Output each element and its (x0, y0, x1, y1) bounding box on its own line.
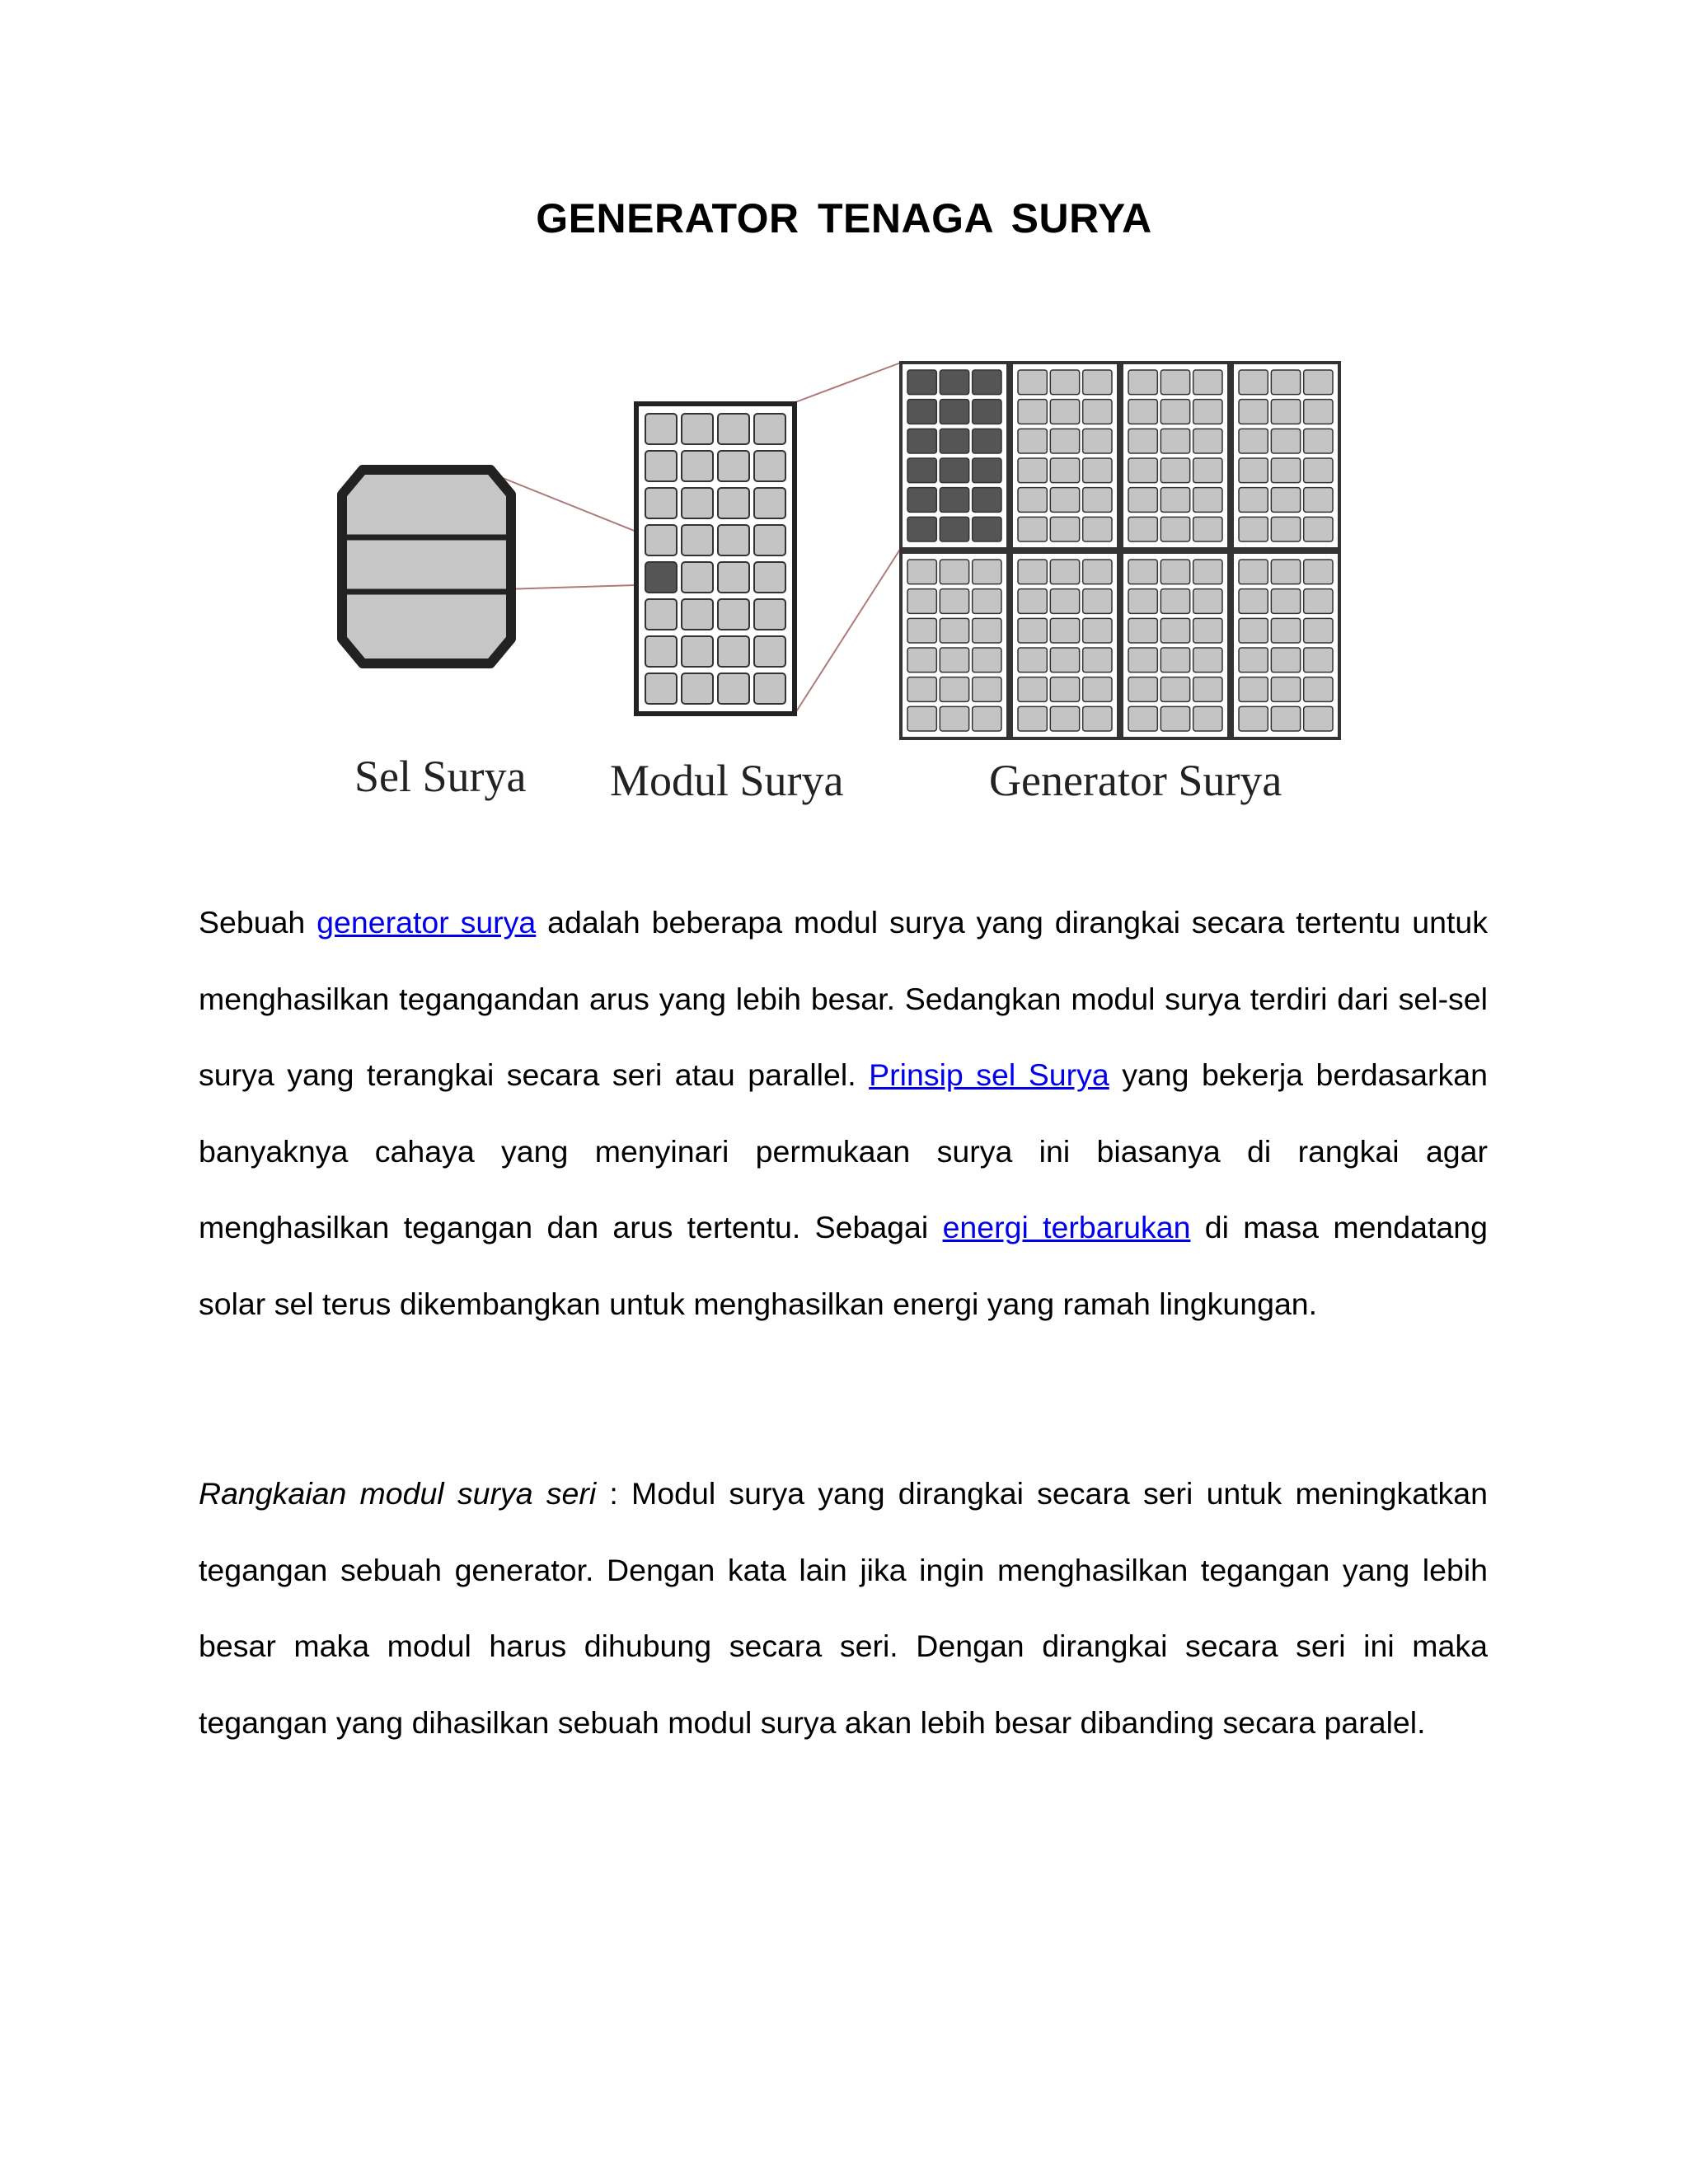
generator-cell (1128, 560, 1157, 584)
paragraph-intro-text-4: di masa mendatang solar sel terus dikembangkan untuk menghasilkan energi yang ramah lingkungan. (199, 1210, 1488, 1321)
module-cell (645, 636, 677, 667)
module-cell (645, 673, 677, 704)
module-cell (645, 599, 677, 630)
module-cell (754, 562, 785, 593)
generator-cell (1304, 458, 1333, 483)
generator-cell (940, 458, 968, 483)
paragraph-series-term: Rangkaian modul surya seri (199, 1476, 597, 1511)
generator-cell (940, 648, 968, 673)
generator-cell (940, 560, 968, 584)
generator-cell (1050, 517, 1079, 541)
connector-module-generator-bottom (795, 548, 901, 713)
module-cell (718, 525, 749, 555)
generator-cell (1160, 488, 1189, 513)
generator-cell (1018, 429, 1047, 453)
module-cell (718, 636, 749, 667)
generator-cell (1128, 648, 1157, 673)
generator-cell (1271, 618, 1300, 643)
generator-cell (1018, 400, 1047, 424)
module-cell (645, 451, 677, 481)
module-cell (645, 488, 677, 518)
generator-cell (940, 677, 968, 702)
generator-cell (1128, 488, 1157, 513)
generator-cell (1271, 560, 1300, 584)
generator-cell (1018, 458, 1047, 483)
solar-diagram (330, 346, 1360, 841)
module-cell (754, 488, 785, 518)
generator-cell (973, 517, 1001, 541)
module-cell (682, 673, 713, 704)
generator-cell (940, 517, 968, 541)
generator-cell (1050, 706, 1079, 731)
generator-cell (1160, 589, 1189, 614)
generator-cell (1239, 370, 1268, 395)
generator-cell (907, 458, 936, 483)
generator-cell (907, 618, 936, 643)
generator-cell (1128, 458, 1157, 483)
generator-cell (973, 560, 1001, 584)
generator-cell (1271, 429, 1300, 453)
generator-cell (1160, 370, 1189, 395)
module-cell (754, 525, 785, 555)
generator-cell (1083, 458, 1112, 483)
generator-cell (1018, 517, 1047, 541)
generator-cell (940, 589, 968, 614)
module-cell (682, 525, 713, 555)
generator-cell (1193, 400, 1222, 424)
link-generator-surya[interactable]: generator surya (316, 905, 537, 940)
generator-cell (1018, 706, 1047, 731)
generator-cell (973, 458, 1001, 483)
generator-cell (907, 589, 936, 614)
generator-cell (1304, 560, 1333, 584)
generator-cell (940, 618, 968, 643)
generator-cell (907, 648, 936, 673)
connector-cell-module-bottom (503, 585, 636, 589)
generator-cell (1193, 677, 1222, 702)
generator-cell (1160, 458, 1189, 483)
generator-cell (1128, 429, 1157, 453)
module-cell (682, 599, 713, 630)
generator-cell (907, 370, 936, 395)
generator-cell (1304, 706, 1333, 731)
generator-cell (1018, 648, 1047, 673)
module-cell (718, 414, 749, 444)
generator-cell (1193, 648, 1222, 673)
generator-cell (1271, 517, 1300, 541)
generator-cell (1239, 517, 1268, 541)
generator-cell (907, 429, 936, 453)
generator-cell (940, 370, 968, 395)
generator-cell (1128, 677, 1157, 702)
generator-cell (1160, 560, 1189, 584)
generator-cell (940, 706, 968, 731)
generator-cell (907, 706, 936, 731)
page-title: GENERATOR TENAGA SURYA (536, 195, 1152, 241)
generator-cell (1271, 677, 1300, 702)
generator-cell (1160, 706, 1189, 731)
generator-cell (1160, 677, 1189, 702)
generator-cell (1128, 706, 1157, 731)
generator-cell (1193, 706, 1222, 731)
generator-cell (1083, 706, 1112, 731)
module-cell (645, 414, 677, 444)
generator-cell (1018, 589, 1047, 614)
generator-cell (907, 560, 936, 584)
generator-cell (1128, 400, 1157, 424)
generator-cell (1304, 677, 1333, 702)
generator-cell (1160, 400, 1189, 424)
label-solar-generator: Generator Surya (989, 756, 1282, 805)
generator-cell (1271, 706, 1300, 731)
generator-cell (1160, 429, 1189, 453)
module-cell (754, 673, 785, 704)
module-cell (682, 414, 713, 444)
generator-cell (1193, 458, 1222, 483)
generator-cell (907, 517, 936, 541)
module-cell (754, 414, 785, 444)
generator-cell (1193, 429, 1222, 453)
generator-cell (1304, 589, 1333, 614)
generator-cell (1193, 370, 1222, 395)
generator-cell (1239, 589, 1268, 614)
link-energi-terbarukan[interactable]: energi terbarukan (942, 1210, 1191, 1244)
module-cell (682, 636, 713, 667)
generator-cell (1050, 677, 1079, 702)
generator-cell (1304, 370, 1333, 395)
generator-cell (1239, 560, 1268, 584)
generator-cell (1083, 370, 1112, 395)
generator-cell (1128, 370, 1157, 395)
solar-module (636, 404, 795, 714)
generator-cell (1239, 400, 1268, 424)
generator-cell (1160, 618, 1189, 643)
generator-cell (1271, 648, 1300, 673)
generator-cell (1083, 488, 1112, 513)
generator-cell (1050, 488, 1079, 513)
generator-cell (1050, 429, 1079, 453)
generator-cell (973, 706, 1001, 731)
generator-cell (1193, 618, 1222, 643)
generator-cell (1128, 589, 1157, 614)
generator-cell (907, 400, 936, 424)
solar-cell (342, 470, 511, 663)
generator-cell (907, 488, 936, 513)
module-cell (754, 451, 785, 481)
generator-cell (1271, 458, 1300, 483)
generator-cell (1193, 488, 1222, 513)
module-cell (645, 525, 677, 555)
paragraph-intro (199, 884, 1488, 1342)
generator-cell (1018, 618, 1047, 643)
generator-cell (1128, 517, 1157, 541)
generator-cell (1239, 648, 1268, 673)
paragraph-intro-text-2: adalah beberapa modul surya yang dirangkai secara tertentu untuk menghasilkan tegangandan arus yang lebih besar. Sedangkan modul surya terdiri dari sel-sel surya yang terangkai secara seri atau parallel. (199, 905, 1488, 1092)
generator-cell (973, 677, 1001, 702)
paragraph-series-text: : Modul surya yang dirangkai secara seri untuk meningkatkan tegangan sebuah generator. Dengan kata lain jika ingin menghasilkan tegangan yang lebih besar maka modul harus dihubung secara seri. Dengan dirangkai secara seri ini maka tegangan yang dihasilkan sebuah modul surya akan lebih besar dibanding secara paralel. (199, 1476, 1488, 1740)
generator-cell (1239, 618, 1268, 643)
generator-cell (1193, 560, 1222, 584)
generator-cell (1083, 400, 1112, 424)
solar-cell-body (342, 470, 511, 663)
generator-cell (1271, 400, 1300, 424)
generator-cell (1304, 618, 1333, 643)
generator-cell (973, 488, 1001, 513)
module-cell (718, 488, 749, 518)
generator-cell (973, 618, 1001, 643)
generator-cell (1193, 589, 1222, 614)
generator-cell (1050, 370, 1079, 395)
generator-cell (1193, 517, 1222, 541)
module-cell (645, 562, 677, 593)
generator-cell (973, 429, 1001, 453)
generator-cell (1083, 517, 1112, 541)
generator-cell (1239, 488, 1268, 513)
generator-cell (1018, 488, 1047, 513)
module-cell (682, 488, 713, 518)
generator-cell (1304, 400, 1333, 424)
generator-cell (1271, 488, 1300, 513)
generator-cell (940, 488, 968, 513)
generator-cell (1160, 517, 1189, 541)
module-cell (754, 599, 785, 630)
module-cell (682, 562, 713, 593)
generator-cell (1304, 488, 1333, 513)
generator-cell (1239, 677, 1268, 702)
generator-cell (1083, 677, 1112, 702)
label-solar-module: Modul Surya (610, 756, 844, 805)
generator-cell (1083, 589, 1112, 614)
generator-cell (973, 370, 1001, 395)
module-cell (682, 451, 713, 481)
generator-cell (1050, 458, 1079, 483)
paragraph-series (199, 1455, 1488, 1760)
generator-cell (1018, 560, 1047, 584)
paragraph-intro-text-3: yang bekerja berdasarkan banyaknya cahaya yang menyinari permukaan surya ini biasanya di rangkai agar menghasilkan tegangan dan arus tertentu. Sebagai (199, 1057, 1488, 1244)
generator-cell (1050, 560, 1079, 584)
generator-cell (1239, 429, 1268, 453)
generator-cell (1083, 648, 1112, 673)
solar-generator (901, 363, 1339, 738)
generator-cell (1271, 370, 1300, 395)
generator-cell (1271, 589, 1300, 614)
generator-cell (1050, 618, 1079, 643)
module-cell (718, 599, 749, 630)
link-prinsip-sel-surya[interactable]: Prinsip sel Surya (869, 1057, 1109, 1092)
generator-cell (1128, 618, 1157, 643)
generator-cell (973, 589, 1001, 614)
connector-module-generator-top (795, 363, 901, 402)
generator-cell (1050, 400, 1079, 424)
generator-cell (1018, 370, 1047, 395)
generator-cell (1018, 677, 1047, 702)
label-solar-cell: Sel Surya (354, 752, 527, 801)
generator-cell (1239, 458, 1268, 483)
generator-cell (1304, 517, 1333, 541)
module-cell (718, 673, 749, 704)
generator-cell (1083, 618, 1112, 643)
generator-cell (973, 400, 1001, 424)
connector-cell-module-top (503, 478, 636, 532)
generator-cell (940, 429, 968, 453)
module-cell (718, 451, 749, 481)
generator-cell (1083, 560, 1112, 584)
paragraph-intro-text-1: Sebuah (199, 905, 317, 940)
generator-cell (1160, 648, 1189, 673)
generator-cell (1050, 648, 1079, 673)
generator-cell (907, 677, 936, 702)
generator-cell (973, 648, 1001, 673)
generator-cell (1304, 648, 1333, 673)
module-cell (718, 562, 749, 593)
module-cell (754, 636, 785, 667)
generator-cell (1050, 589, 1079, 614)
generator-cell (1083, 429, 1112, 453)
generator-cell (940, 400, 968, 424)
generator-cell (1304, 429, 1333, 453)
generator-cell (1239, 706, 1268, 731)
